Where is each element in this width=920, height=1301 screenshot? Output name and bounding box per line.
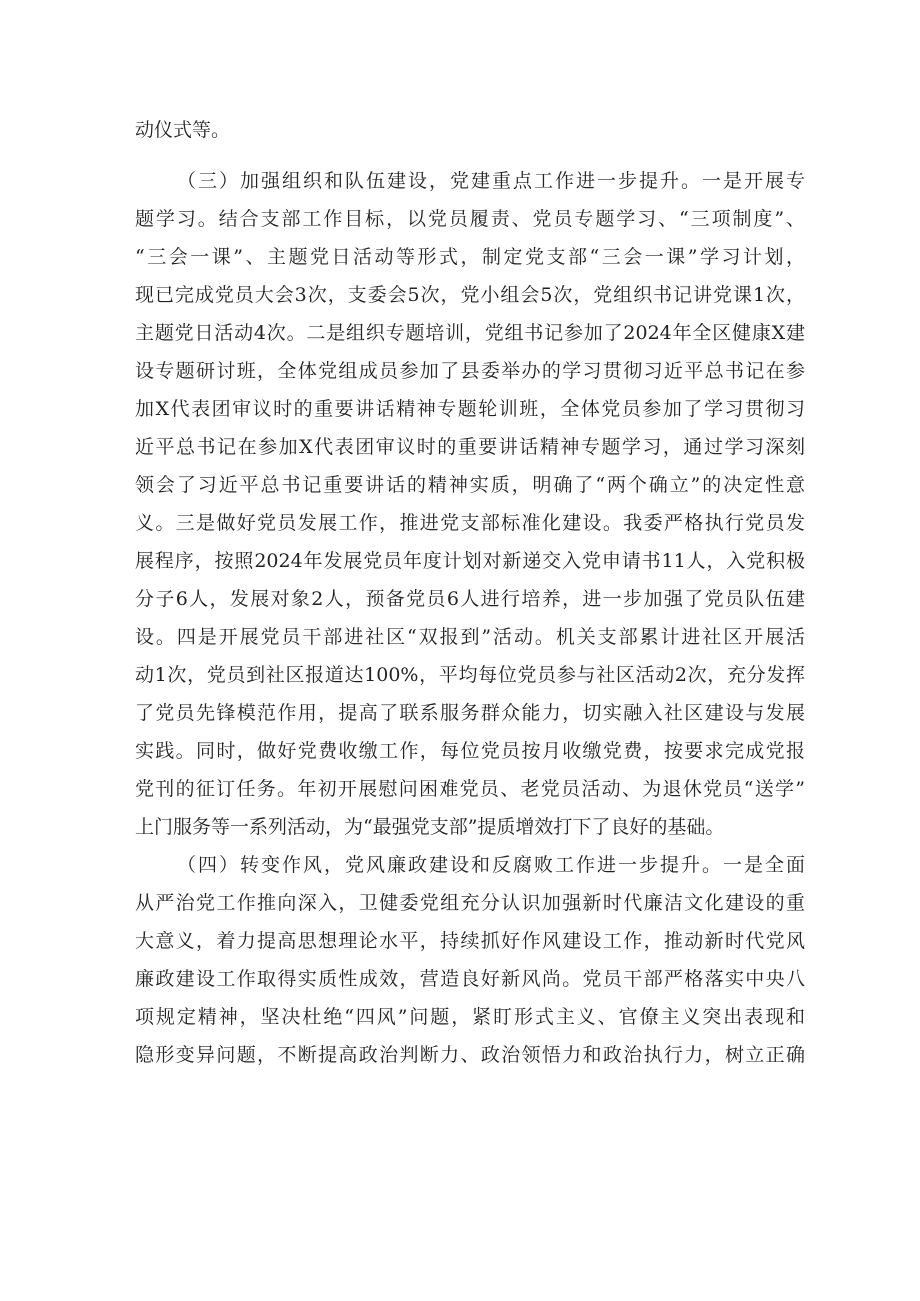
text-line: 动1次，党员到社区报道达100%，平均每位党员参与社区活动2次，充分发挥 <box>135 664 805 686</box>
text-line: 义。三是做好党员发展工作，推进党支部标准化建设。我委严格执行党员发 <box>135 512 805 534</box>
text-line: 上门服务等一系列活动，为“最强党支部”提质增效打下了良好的基础。 <box>135 816 725 838</box>
text-line: 隐形变异问题，不断提高政治判断力、政治领悟力和政治执行力，树立正确 <box>135 1044 805 1066</box>
text-line: 设专题研讨班，全体党组成员参加了县委举办的学习贯彻习近平总书记在参 <box>135 360 805 382</box>
text-line: 主题党日活动4次。二是组织专题培训，党组书记参加了2024年全区健康X建 <box>135 322 805 344</box>
text-line: 动仪式等。 <box>135 119 231 141</box>
text-line: 近平总书记在参加X代表团审议时的重要讲话精神专题学习，通过学习深刻 <box>135 436 805 458</box>
text-line: 党刊的征订任务。年初开展慰问困难党员、老党员活动、为退休党员“送学” <box>135 778 805 800</box>
text-line: 领会了习近平总书记重要讲话的精神实质，明确了“两个确立”的决定性意 <box>135 474 805 496</box>
text-line: 现已完成党员大会3次，支委会5次，党小组会5次，党组织书记讲党课1次， <box>135 284 805 306</box>
text-line: 题学习。结合支部工作目标，以党员履责、党员专题学习、“三项制度”、 <box>135 208 805 230</box>
text-line: 加X代表团审议时的重要讲话精神专题轮训班，全体党员参加了学习贯彻习 <box>135 398 805 420</box>
text-line: 展程序，按照2024年发展党员年度计划对新递交入党申请书11人，入党积极 <box>135 550 805 572</box>
text-line: 实践。同时，做好党费收缴工作，每位党员按月收缴党费，按要求完成党报 <box>135 740 805 762</box>
text-line: （三）加强组织和队伍建设，党建重点工作进一步提升。一是开展专 <box>177 170 805 192</box>
text-line: （四）转变作风，党风廉政建设和反腐败工作进一步提升。一是全面 <box>177 854 805 876</box>
text-line: 设。四是开展党员干部进社区“双报到”活动。机关支部累计进社区开展活 <box>135 626 805 648</box>
text-line: 项规定精神，坚决杜绝“四风”问题，紧盯形式主义、官僚主义突出表现和 <box>135 1006 805 1028</box>
text-line: “三会一课”、主题党日活动等形式，制定党支部“三会一课”学习计划， <box>135 246 805 268</box>
text-line: 从严治党工作推向深入，卫健委党组充分认识加强新时代廉洁文化建设的重 <box>135 892 805 914</box>
text-line: 廉政建设工作取得实质性成效，营造良好新风尚。党员干部严格落实中央八 <box>135 968 805 990</box>
text-line: 分子6人，发展对象2人，预备党员6人进行培养，进一步加强了党员队伍建 <box>135 588 805 610</box>
text-line: 大意义，着力提高思想理论水平，持续抓好作风建设工作，推动新时代党风 <box>135 930 805 952</box>
text-line: 了党员先锋模范作用，提高了联系服务群众能力，切实融入社区建设与发展 <box>135 702 805 724</box>
